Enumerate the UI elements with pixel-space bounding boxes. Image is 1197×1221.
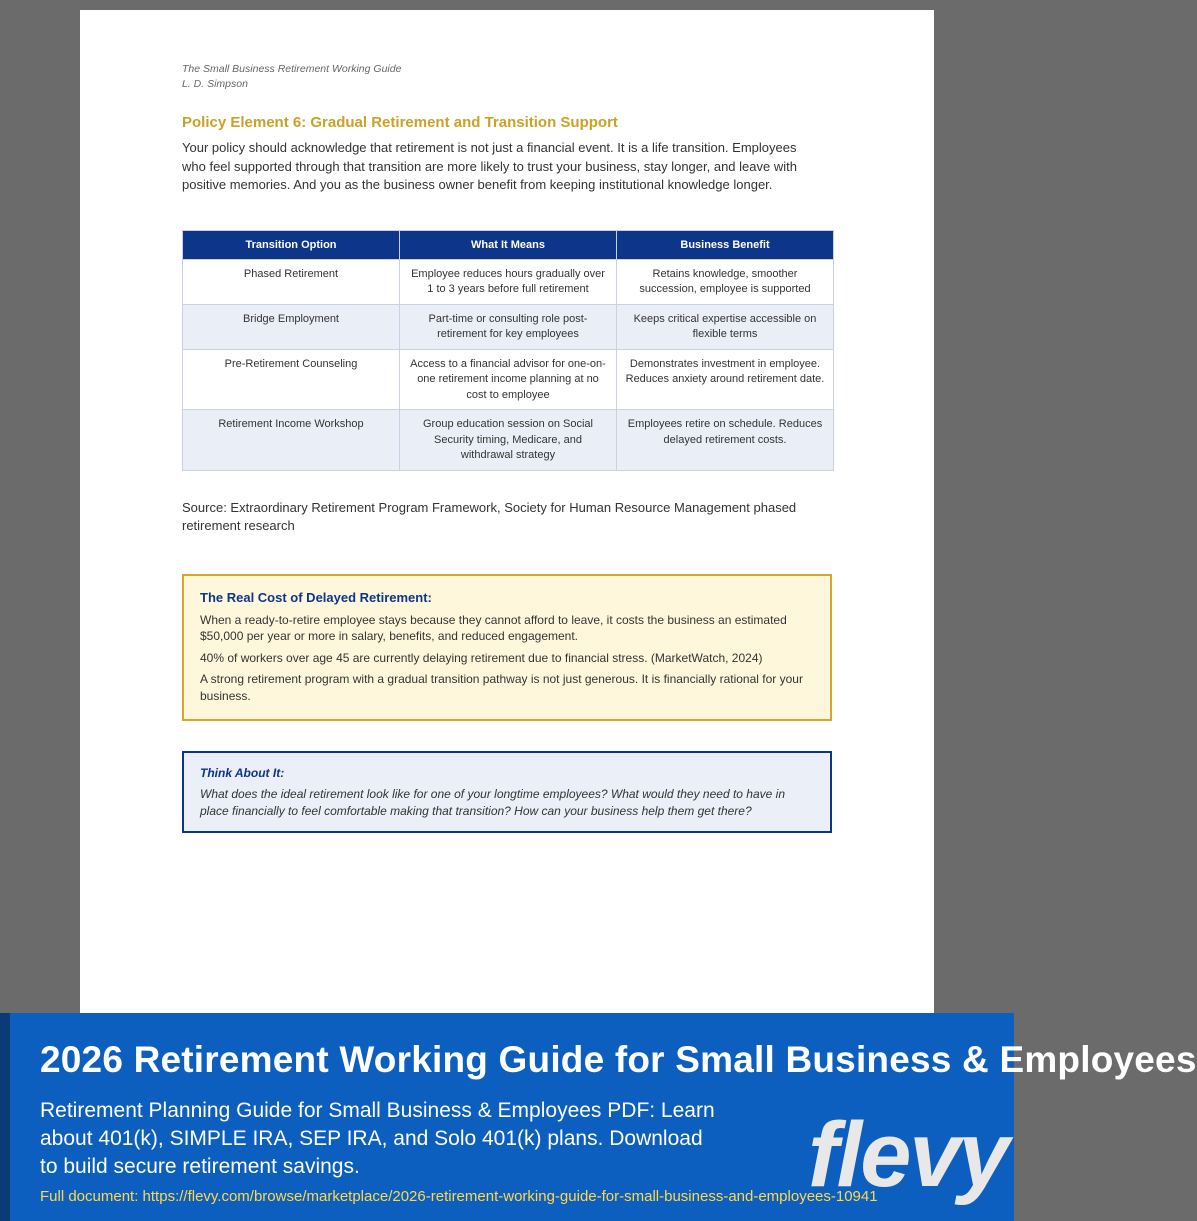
flevy-logo: flevy — [808, 1104, 1008, 1206]
table-cell: Employee reduces hours gradually over 1 to 3 years before full retirement — [400, 259, 617, 304]
column-header: Transition Option — [183, 230, 400, 259]
banner-description: Retirement Planning Guide for Small Business & Employees PDF: Learn about 401(k), SIMPLE IRA, SEP IRA, and Solo 401(k) plans. Download to build secure retirement savings. — [40, 1099, 715, 1178]
banner-title: 2026 Retirement Working Guide for Small Business & Employees — [40, 1039, 1197, 1080]
page-content — [182, 62, 834, 833]
think-title: Think About It: — [200, 766, 285, 781]
section-heading: Policy Element 6: Gradual Retirement and Transition Support — [182, 114, 618, 131]
table-cell: Demonstrates investment in employee. Reduces anxiety around retirement date. — [617, 349, 834, 410]
callout-line: When a ready-to-retire employee stays because they cannot afford to leave, it costs the business an estimated $50,000 per year or more in salary, benefits, and reduced engagement. — [200, 612, 787, 644]
table-row — [183, 259, 834, 304]
think-about-it-box — [182, 751, 832, 833]
table-cell: Employees retire on schedule. Reduces delayed retirement costs. — [617, 410, 834, 471]
table-cell: Part-time or consulting role post-retirement for key employees — [400, 304, 617, 349]
table-row — [183, 349, 834, 410]
guide-title: The Small Business Retirement Working Guide — [182, 63, 402, 75]
table-cell: Keeps critical expertise accessible on flexible terms — [617, 304, 834, 349]
author: L. D. Simpson — [182, 78, 248, 90]
document-page — [80, 10, 934, 1015]
table-cell: Retains knowledge, smoother succession, employee is supported — [617, 259, 834, 304]
banner-edge — [0, 1013, 10, 1221]
column-header: Business Benefit — [617, 230, 834, 259]
callout-cost-box — [182, 574, 832, 722]
table-cell: Group education session on Social Security timing, Medicare, and withdrawal strategy — [400, 410, 617, 471]
callout-title: The Real Cost of Delayed Retirement: — [200, 589, 432, 605]
running-header — [182, 62, 834, 92]
callout-line: A strong retirement program with a gradual transition pathway is not just generous. It is financially rational for your business. — [200, 672, 803, 703]
table-cell: Phased Retirement — [183, 259, 400, 304]
section-intro: Your policy should acknowledge that retirement is not just a financial event. It is a life transition. Employees who feel supported through that transition are more likely to trust your business, stay longer, and leave with positive memories. And you as the business owner benefit from keeping institutional knowledge longer. — [182, 140, 797, 193]
callout-line: 40% of workers over age 45 are currently delaying retirement due to financial stress. (MarketWatch, 2024) — [200, 650, 763, 665]
table-row — [183, 410, 834, 471]
source-note: Source: Extraordinary Retirement Program Framework, Society for Human Resource Management phased retirement research — [182, 499, 797, 534]
table-cell: Access to a financial advisor for one-on-one retirement income planning at no cost to employee — [400, 349, 617, 410]
think-body: What does the ideal retirement look like for one of your longtime employees? What would they need to have in place financially to feel comfortable making that transition? How can your business help them get there? — [200, 787, 785, 818]
column-header: What It Means — [400, 230, 617, 259]
table-row — [183, 304, 834, 349]
table-cell: Bridge Employment — [183, 304, 400, 349]
transition-options-table — [182, 230, 834, 471]
table-cell: Retirement Income Workshop — [183, 410, 400, 471]
table-cell: Pre-Retirement Counseling — [183, 349, 400, 410]
promo-banner — [0, 1013, 1197, 1221]
document-link[interactable]: Full document: https://flevy.com/browse/marketplace/2026-retirement-working-guide-for-small-business-and-employees-10941 — [40, 1188, 878, 1205]
table-header-row — [183, 230, 834, 259]
